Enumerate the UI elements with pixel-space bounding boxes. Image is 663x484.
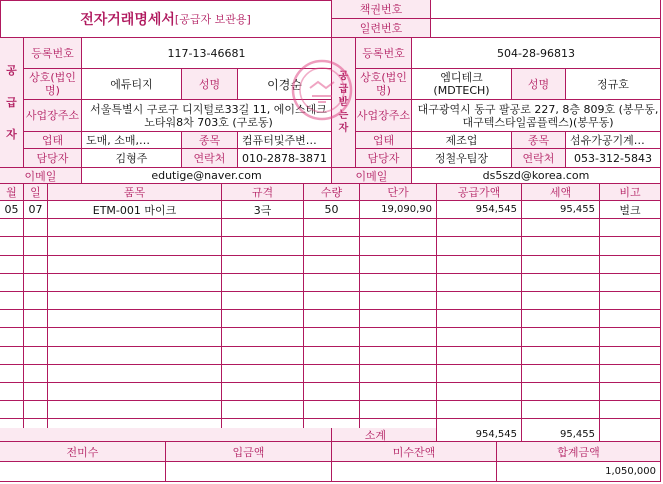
- supplier-biztype-label: 업태: [24, 132, 82, 149]
- items-header-day: 일: [24, 184, 48, 201]
- supplier-ceo-label: 성명: [182, 69, 238, 100]
- items-cell-spec: [222, 383, 304, 401]
- items-cell-unit-price: [360, 383, 437, 401]
- items-cell-month: [0, 347, 24, 365]
- supplier-contact-label: 담당자: [24, 149, 82, 168]
- items-cell-month: 05: [0, 201, 24, 219]
- items-cell-note: [600, 401, 661, 419]
- items-cell-note: [600, 383, 661, 401]
- items-cell-spec: [222, 347, 304, 365]
- items-cell-day: [24, 219, 48, 237]
- items-cell-item: [48, 292, 222, 310]
- items-cell-spec: [222, 292, 304, 310]
- receiver-ceo-value: 정규호: [566, 69, 661, 100]
- items-cell-supply-amount: [437, 347, 522, 365]
- items-cell-qty: [304, 292, 360, 310]
- items-header-spec: 규격: [222, 184, 304, 201]
- items-cell-spec: [222, 256, 304, 274]
- items-cell-tax: 95,455: [522, 201, 600, 219]
- items-header-tax: 세액: [522, 184, 600, 201]
- items-cell-item: [48, 347, 222, 365]
- items-cell-day: [24, 328, 48, 346]
- remaining-label: 미수잔액: [332, 442, 497, 462]
- items-cell-qty: [304, 237, 360, 255]
- items-cell-qty: [304, 219, 360, 237]
- items-cell-supply-amount: [437, 292, 522, 310]
- supplier-bizitem-label: 종목: [182, 132, 238, 149]
- grand-total-value: 1,050,000: [497, 462, 661, 482]
- receiver-phone-label: 연락처: [512, 149, 566, 168]
- items-cell-qty: [304, 365, 360, 383]
- items-cell-day: 07: [24, 201, 48, 219]
- receiver-reg-value: 504-28-96813: [412, 38, 661, 69]
- receiver-biztype-value: 제조업: [412, 132, 512, 149]
- items-cell-unit-price: [360, 292, 437, 310]
- supplier-ceo-value: 이경순: [238, 69, 332, 100]
- items-cell-spec: [222, 310, 304, 328]
- items-cell-qty: 50: [304, 201, 360, 219]
- title-main: 전자거래명세서: [80, 11, 175, 28]
- supplier-bizitem-value: 컴퓨터및주변…: [238, 132, 332, 149]
- supplier-phone-label: 연락처: [182, 149, 238, 168]
- items-cell-item: [48, 383, 222, 401]
- items-cell-tax: [522, 328, 600, 346]
- items-cell-qty: [304, 310, 360, 328]
- subtotal-supply: 954,545: [437, 428, 522, 442]
- items-cell-unit-price: [360, 237, 437, 255]
- items-cell-day: [24, 292, 48, 310]
- items-cell-note: 벌크: [600, 201, 661, 219]
- items-header-note: 비고: [600, 184, 661, 201]
- items-header-month: 월: [0, 184, 24, 201]
- items-cell-supply-amount: 954,545: [437, 201, 522, 219]
- items-cell-item: [48, 219, 222, 237]
- items-cell-spec: [222, 401, 304, 419]
- receiver-ceo-label: 성명: [512, 69, 566, 100]
- items-cell-qty: [304, 256, 360, 274]
- receiver-email-value: ds5szd@korea.com: [412, 168, 661, 184]
- items-cell-spec: [222, 219, 304, 237]
- items-cell-unit-price: [360, 310, 437, 328]
- supplier-addr-value: 서울특별시 구로구 디지털로33길 11, 에이스테크노타워8차 703호 (구로동): [82, 100, 332, 132]
- receiver-addr-value: 대구광역시 동구 팔공로 227, 8층 809호 (봉무동, 대구텍스타일콤플렉스)(봉무동): [412, 100, 661, 132]
- items-cell-tax: [522, 256, 600, 274]
- items-cell-unit-price: [360, 365, 437, 383]
- supplier-email-value: edutige@naver.com: [82, 168, 332, 184]
- receiver-name-label: 상호(법인명): [356, 69, 412, 100]
- items-cell-tax: [522, 383, 600, 401]
- remaining-value: [332, 462, 497, 482]
- supplier-addr-label: 사업장주소: [24, 100, 82, 132]
- items-cell-note: [600, 274, 661, 292]
- items-cell-qty: [304, 328, 360, 346]
- items-cell-month: [0, 401, 24, 419]
- items-cell-item: [48, 237, 222, 255]
- items-cell-item: [48, 256, 222, 274]
- items-cell-note: [600, 365, 661, 383]
- items-cell-day: [24, 383, 48, 401]
- items-cell-unit-price: 19,090,90: [360, 201, 437, 219]
- title-sub: [공급자 보관용]: [174, 12, 251, 26]
- supplier-reg-label: 등록번호: [24, 38, 82, 69]
- receiver-name-en: (MDTECH): [433, 84, 490, 97]
- items-cell-tax: [522, 347, 600, 365]
- items-cell-month: [0, 292, 24, 310]
- items-cell-unit-price: [360, 256, 437, 274]
- items-header-item: 품목: [48, 184, 222, 201]
- items-cell-note: [600, 256, 661, 274]
- items-cell-supply-amount: [437, 365, 522, 383]
- items-cell-month: [0, 274, 24, 292]
- items-cell-item: [48, 274, 222, 292]
- subtotal-spacer: [0, 428, 332, 442]
- supplier-name-value: 에듀티지: [82, 69, 182, 100]
- items-cell-item: [48, 310, 222, 328]
- items-cell-qty: [304, 347, 360, 365]
- items-cell-tax: [522, 237, 600, 255]
- receiver-contact-label: 담당자: [356, 149, 412, 168]
- items-cell-supply-amount: [437, 401, 522, 419]
- items-cell-spec: [222, 365, 304, 383]
- items-cell-unit-price: [360, 347, 437, 365]
- supplier-reg-value: 117-13-46681: [82, 38, 332, 69]
- serial-no-value: [431, 19, 661, 38]
- items-cell-unit-price: [360, 401, 437, 419]
- items-cell-item: [48, 328, 222, 346]
- supplier-email-label: 이메일: [0, 168, 82, 184]
- items-cell-qty: [304, 401, 360, 419]
- items-cell-day: [24, 237, 48, 255]
- receiver-name-value: [412, 69, 512, 100]
- items-cell-note: [600, 219, 661, 237]
- subtotal-tax: 95,455: [522, 428, 600, 442]
- items-cell-day: [24, 365, 48, 383]
- subtotal-label: 소계: [332, 428, 437, 442]
- items-cell-item: [48, 401, 222, 419]
- book-no-value: [431, 0, 661, 19]
- items-cell-supply-amount: [437, 219, 522, 237]
- items-header-supply-amount: 공급가액: [437, 184, 522, 201]
- receiver-bizitem-value: 섬유가공기계…: [566, 132, 661, 149]
- items-cell-tax: [522, 401, 600, 419]
- items-cell-supply-amount: [437, 256, 522, 274]
- items-cell-qty: [304, 383, 360, 401]
- items-cell-note: [600, 292, 661, 310]
- items-cell-spec: [222, 328, 304, 346]
- items-cell-day: [24, 401, 48, 419]
- items-cell-note: [600, 310, 661, 328]
- items-cell-month: [0, 365, 24, 383]
- items-cell-note: [600, 347, 661, 365]
- receiver-name-ko: 엠디테크: [440, 71, 483, 84]
- items-cell-month: [0, 256, 24, 274]
- items-cell-day: [24, 274, 48, 292]
- supplier-side-label: 공 급 자: [0, 38, 24, 168]
- receiver-addr-label: 사업장주소: [356, 100, 412, 132]
- items-cell-spec: 3극: [222, 201, 304, 219]
- book-no-label: 책권번호: [332, 0, 431, 19]
- items-cell-supply-amount: [437, 383, 522, 401]
- items-cell-tax: [522, 292, 600, 310]
- prev-balance-value: [0, 462, 166, 482]
- supplier-biztype-value: 도매, 소매,…: [82, 132, 182, 149]
- document-title: [0, 0, 332, 38]
- items-cell-tax: [522, 274, 600, 292]
- items-cell-month: [0, 237, 24, 255]
- items-cell-tax: [522, 365, 600, 383]
- receiver-reg-label: 등록번호: [356, 38, 412, 69]
- receiver-biztype-label: 업태: [356, 132, 412, 149]
- items-cell-day: [24, 347, 48, 365]
- items-cell-spec: [222, 274, 304, 292]
- items-cell-day: [24, 256, 48, 274]
- receiver-email-label: 이메일: [332, 168, 412, 184]
- subtotal-note: [600, 428, 661, 442]
- items-cell-item: ETM-001 마이크: [48, 201, 222, 219]
- serial-no-label: 일련번호: [332, 19, 431, 38]
- receiver-contact-value: 정철우팀장: [412, 149, 512, 168]
- items-cell-qty: [304, 274, 360, 292]
- items-cell-month: [0, 328, 24, 346]
- items-cell-tax: [522, 310, 600, 328]
- items-cell-day: [24, 310, 48, 328]
- prev-balance-label: 전미수: [0, 442, 166, 462]
- items-cell-supply-amount: [437, 274, 522, 292]
- items-cell-item: [48, 365, 222, 383]
- items-cell-note: [600, 328, 661, 346]
- supplier-name-label: 상호(법인명): [24, 69, 82, 100]
- items-header-unit-price: 단가: [360, 184, 437, 201]
- receiver-phone-value: 053-312-5843: [566, 149, 661, 168]
- receiver-side-label: 공 급 받 는 자: [332, 38, 356, 168]
- items-cell-unit-price: [360, 328, 437, 346]
- items-cell-supply-amount: [437, 237, 522, 255]
- items-cell-month: [0, 219, 24, 237]
- items-cell-spec: [222, 237, 304, 255]
- items-cell-supply-amount: [437, 328, 522, 346]
- items-cell-month: [0, 310, 24, 328]
- supplier-phone-value: 010-2878-3871: [238, 149, 332, 168]
- grand-total-label: 합계금액: [497, 442, 661, 462]
- deposit-label: 입금액: [166, 442, 332, 462]
- items-cell-supply-amount: [437, 310, 522, 328]
- items-cell-unit-price: [360, 219, 437, 237]
- supplier-contact-value: 김형주: [82, 149, 182, 168]
- items-cell-tax: [522, 219, 600, 237]
- receiver-bizitem-label: 종목: [512, 132, 566, 149]
- items-cell-unit-price: [360, 274, 437, 292]
- items-cell-month: [0, 383, 24, 401]
- deposit-value: [166, 462, 332, 482]
- items-header-qty: 수량: [304, 184, 360, 201]
- items-cell-note: [600, 237, 661, 255]
